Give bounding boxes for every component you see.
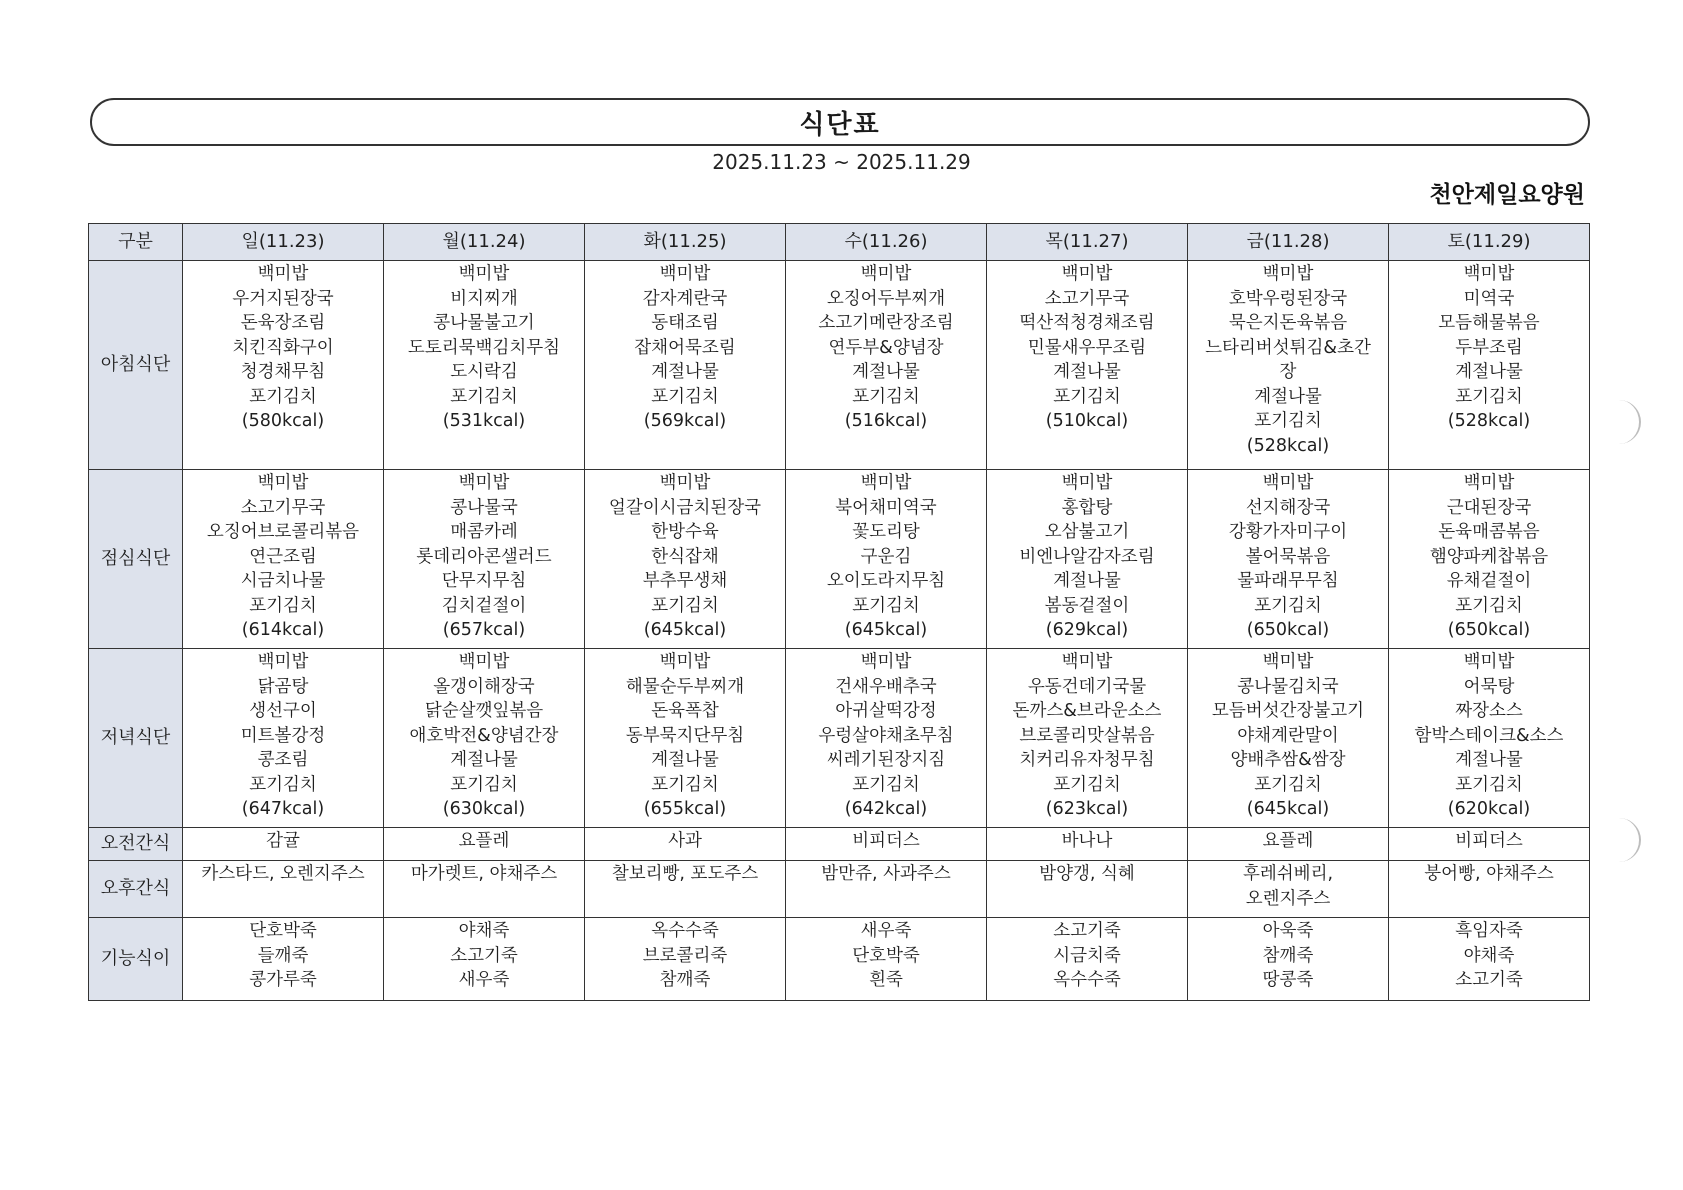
menu-cell-tue	[585, 470, 786, 649]
menu-item: 계절나물	[852, 362, 920, 382]
header-row	[89, 224, 1590, 261]
menu-item: 백미밥	[1061, 264, 1113, 284]
menu-item: 단호박죽	[249, 921, 317, 941]
menu-item: 요플레	[1262, 831, 1314, 851]
menu-item: 포기김치	[450, 774, 518, 795]
menu-item: 돈육장조림	[240, 313, 326, 333]
menu-cell-fri	[1188, 861, 1389, 918]
row-label: 오전간식	[89, 828, 183, 861]
menu-item: 백미밥	[860, 652, 912, 672]
menu-item: 후레쉬베리,	[1242, 864, 1334, 884]
row-label: 저녁식단	[89, 649, 183, 828]
menu-item: 묵은지돈육볶음	[1228, 313, 1348, 333]
menu-item: 오렌지주스	[1245, 888, 1331, 909]
menu-item: 콩나물김치국	[1237, 676, 1339, 697]
row-afternoon-snack	[89, 861, 1590, 918]
menu-item: (657kcal)	[442, 620, 526, 640]
menu-item: 단호박죽	[852, 945, 920, 966]
menu-item: (620kcal)	[1447, 799, 1531, 819]
menu-item: 볼어묵볶음	[1245, 546, 1331, 567]
row-label: 점심식단	[89, 470, 183, 649]
margin-scribble	[1613, 400, 1641, 444]
header-day-wed: 수(11.26)	[786, 224, 987, 261]
menu-item: 포기김치	[1455, 774, 1523, 795]
menu-item: 포기김치	[651, 386, 719, 407]
menu-table	[88, 223, 1590, 1001]
menu-item: 백미밥	[1463, 652, 1515, 672]
menu-cell-sat	[1389, 649, 1590, 828]
menu-item: 요플레	[458, 831, 510, 851]
menu-item: 마가렛트, 야채주스	[410, 864, 558, 884]
header-category: 구분	[89, 224, 183, 261]
menu-cell-fri	[1188, 649, 1389, 828]
menu-cell-sun	[183, 861, 384, 918]
menu-item: 참깨죽	[659, 970, 711, 990]
row-label: 기능식이	[89, 918, 183, 1001]
menu-item: 붕어빵, 야채주스	[1424, 864, 1554, 884]
menu-item: 포기김치	[450, 386, 518, 407]
menu-item: 포기김치	[1254, 411, 1322, 431]
menu-item: 올갱이해장국	[433, 676, 535, 697]
row-label: 아침식단	[89, 261, 183, 470]
menu-item: 느타리버섯튀김&초간	[1205, 337, 1371, 358]
menu-cell-sun	[183, 470, 384, 649]
menu-item: 돈까스&브라운소스	[1012, 701, 1162, 721]
menu-item: 건새우배추국	[835, 676, 937, 697]
menu-item: 소고기죽	[1053, 921, 1121, 941]
menu-item: 땅콩죽	[1262, 970, 1314, 990]
menu-cell-sat	[1389, 261, 1590, 470]
menu-item: 해물순두부찌개	[625, 676, 745, 697]
menu-item: 포기김치	[1254, 774, 1322, 795]
menu-item: 애호박전&양념간장	[409, 725, 559, 746]
menu-cell-mon	[384, 828, 585, 861]
menu-item: 청경채무침	[240, 362, 326, 382]
menu-item: 백미밥	[257, 473, 309, 493]
menu-item: 백미밥	[257, 652, 309, 672]
menu-item: 밤만쥬, 사과주스	[821, 864, 951, 884]
menu-cell-mon	[384, 861, 585, 918]
menu-item: 아욱죽	[1262, 921, 1314, 941]
menu-item: 동부묵지단무침	[625, 725, 745, 746]
menu-item: 소고기메란장조림	[818, 313, 954, 333]
menu-item: 감자계란국	[642, 288, 728, 309]
menu-cell-mon	[384, 261, 585, 470]
menu-item: 포기김치	[1053, 774, 1121, 795]
menu-item: (516kcal)	[844, 411, 928, 431]
row-functional-diet	[89, 918, 1590, 1001]
menu-item: 김치겉절이	[441, 595, 527, 616]
menu-item: 잡채어묵조림	[634, 337, 736, 358]
menu-item: 부추무생채	[642, 571, 728, 591]
menu-cell-fri	[1188, 828, 1389, 861]
menu-item: 소고기죽	[1455, 970, 1523, 990]
menu-cell-sat	[1389, 918, 1590, 1001]
menu-item: 바나나	[1061, 831, 1113, 851]
menu-item: 포기김치	[1053, 386, 1121, 407]
menu-item: 계절나물	[450, 750, 518, 770]
row-morning-snack	[89, 828, 1590, 861]
menu-item: 양배추쌈&쌈장	[1230, 750, 1346, 770]
menu-item: 콩나물불고기	[433, 313, 535, 333]
menu-item: 미역국	[1463, 288, 1515, 309]
page-title: 식단표	[90, 98, 1590, 146]
menu-cell-sat	[1389, 861, 1590, 918]
menu-item: (630kcal)	[442, 799, 526, 819]
menu-cell-mon	[384, 470, 585, 649]
menu-item: 떡산적청경채조림	[1019, 313, 1155, 333]
menu-item: 봄동겉절이	[1044, 595, 1130, 616]
menu-item: 참깨죽	[1262, 945, 1314, 966]
menu-item: 물파래무무침	[1237, 571, 1339, 591]
menu-item: 포기김치	[1455, 386, 1523, 407]
menu-item: (629kcal)	[1045, 620, 1129, 640]
menu-item: 계절나물	[1053, 571, 1121, 591]
menu-item: 백미밥	[659, 652, 711, 672]
menu-item: 비엔나알감자조림	[1019, 546, 1155, 567]
menu-item: (531kcal)	[442, 411, 526, 431]
menu-item: 햄양파케찹볶음	[1429, 546, 1549, 567]
menu-item: (510kcal)	[1045, 411, 1129, 431]
menu-item: 야채죽	[1463, 945, 1515, 966]
menu-item: 브로콜리죽	[642, 945, 728, 966]
menu-item: 옥수수죽	[651, 921, 719, 941]
menu-cell-wed	[786, 861, 987, 918]
menu-cell-tue	[585, 918, 786, 1001]
menu-item: 백미밥	[1262, 473, 1314, 493]
menu-item: 콩조림	[257, 750, 309, 770]
menu-cell-tue	[585, 861, 786, 918]
institution-name: 천안제일요양원	[1429, 182, 1585, 208]
menu-item: 유채겉절이	[1446, 571, 1532, 591]
menu-item: 카스타드, 오렌지주스	[201, 864, 365, 884]
menu-cell-mon	[384, 649, 585, 828]
header-day-mon: 월(11.24)	[384, 224, 585, 261]
menu-item: (655kcal)	[643, 799, 727, 819]
menu-item: 백미밥	[458, 652, 510, 672]
menu-item: 얼갈이시금치된장국	[608, 497, 762, 518]
menu-item: 백미밥	[1262, 264, 1314, 284]
menu-item: 백미밥	[1463, 473, 1515, 493]
menu-item: 도토리묵백김치무침	[407, 337, 561, 358]
menu-item: 계절나물	[651, 750, 719, 770]
menu-item: 비지찌개	[450, 288, 518, 309]
menu-item: 모듬해물볶음	[1438, 313, 1540, 333]
menu-item: (650kcal)	[1447, 620, 1531, 640]
menu-cell-fri	[1188, 470, 1389, 649]
menu-item: 돈육매콤볶음	[1438, 522, 1540, 542]
menu-item: 단무지무침	[441, 571, 527, 591]
menu-item: 포기김치	[651, 774, 719, 795]
menu-cell-thu	[987, 828, 1188, 861]
header-day-sun: 일(11.23)	[183, 224, 384, 261]
menu-item: 백미밥	[458, 264, 510, 284]
menu-item: 꽃도리탕	[852, 522, 920, 542]
menu-item: 포기김치	[249, 386, 317, 407]
row-dinner	[89, 649, 1590, 828]
menu-item: 한방수육	[651, 522, 719, 542]
menu-item: 감귤	[266, 831, 300, 851]
menu-cell-fri	[1188, 261, 1389, 470]
menu-item: 우동건데기국물	[1027, 676, 1147, 697]
menu-item: 옥수수죽	[1053, 970, 1121, 990]
menu-item: 새우죽	[860, 921, 912, 941]
menu-item: 소고기무국	[1044, 288, 1130, 309]
menu-item: 콩나물국	[450, 497, 518, 518]
menu-item: 오징어두부찌개	[826, 288, 946, 309]
menu-item: 포기김치	[651, 595, 719, 616]
menu-item: 비피더스	[1455, 831, 1523, 851]
menu-item: 계절나물	[651, 362, 719, 382]
menu-item: 씨레기된장지짐	[826, 750, 946, 770]
menu-cell-sun	[183, 918, 384, 1001]
menu-cell-sun	[183, 828, 384, 861]
menu-item: 홍합탕	[1061, 497, 1113, 518]
menu-item: 포기김치	[852, 595, 920, 616]
menu-item: 콩가루죽	[249, 970, 317, 990]
menu-cell-wed	[786, 649, 987, 828]
menu-cell-mon	[384, 918, 585, 1001]
row-breakfast	[89, 261, 1590, 470]
menu-cell-wed	[786, 918, 987, 1001]
menu-item: 오징어브로콜리볶음	[206, 522, 360, 542]
menu-item: 아귀살떡강정	[835, 701, 937, 721]
menu-item: 계절나물	[1254, 386, 1322, 407]
menu-cell-tue	[585, 649, 786, 828]
menu-cell-wed	[786, 828, 987, 861]
menu-item: (645kcal)	[844, 620, 928, 640]
menu-item: 백미밥	[659, 264, 711, 284]
menu-item: 포기김치	[1455, 595, 1523, 616]
menu-item: 장	[1279, 362, 1297, 382]
menu-item: 백미밥	[257, 264, 309, 284]
menu-item: 강황가자미구이	[1228, 522, 1348, 542]
menu-item: 치킨직화구이	[232, 337, 334, 358]
menu-item: 소고기무국	[240, 497, 326, 518]
menu-item: 포기김치	[249, 774, 317, 795]
menu-item: 시금치나물	[240, 571, 326, 591]
menu-item: 계절나물	[1455, 362, 1523, 382]
margin-scribble	[1613, 818, 1641, 862]
header-day-tue: 화(11.25)	[585, 224, 786, 261]
menu-item: 생선구이	[249, 701, 317, 721]
menu-item: (650kcal)	[1246, 620, 1330, 640]
menu-item: 백미밥	[458, 473, 510, 493]
menu-item: 오삼불고기	[1044, 522, 1130, 542]
menu-item: 연두부&양념장	[828, 337, 944, 358]
menu-item: 포기김치	[852, 386, 920, 407]
menu-item: 새우죽	[458, 970, 510, 990]
menu-item: 미트볼강정	[240, 725, 326, 746]
menu-item: 백미밥	[1463, 264, 1515, 284]
menu-item: 도시락김	[450, 362, 518, 382]
menu-item: 호박우렁된장국	[1228, 288, 1348, 309]
menu-item: 백미밥	[1061, 473, 1113, 493]
menu-item: 모듬버섯간장불고기	[1211, 701, 1365, 721]
menu-item: 들깨죽	[257, 945, 309, 966]
menu-item: 돈육폭찹	[651, 701, 719, 721]
menu-item: 오이도라지무침	[826, 571, 946, 591]
menu-item: 우렁살야채초무침	[818, 725, 954, 746]
menu-item: 백미밥	[1061, 652, 1113, 672]
menu-item: 짜장소스	[1455, 701, 1523, 721]
menu-item: 시금치죽	[1053, 945, 1121, 966]
menu-cell-thu	[987, 470, 1188, 649]
menu-item: 매콤카레	[450, 522, 518, 542]
menu-item: 밤양갱, 식혜	[1039, 864, 1135, 884]
menu-cell-thu	[987, 861, 1188, 918]
menu-item: 구운김	[860, 546, 912, 567]
menu-item: 찰보리빵, 포도주스	[611, 864, 759, 884]
menu-cell-sat	[1389, 828, 1590, 861]
menu-item: 비피더스	[852, 831, 920, 851]
menu-item: (647kcal)	[241, 799, 325, 819]
menu-item: 계절나물	[1455, 750, 1523, 770]
menu-cell-wed	[786, 261, 987, 470]
menu-item: 포기김치	[249, 595, 317, 616]
menu-item: (569kcal)	[643, 411, 727, 431]
header-day-thu: 목(11.27)	[987, 224, 1188, 261]
menu-item: 흑임자죽	[1455, 921, 1523, 941]
menu-item: 닭순살깻잎볶음	[424, 701, 544, 721]
menu-item: 야채계란말이	[1237, 725, 1339, 746]
menu-item: 사과	[668, 831, 702, 851]
menu-item: 북어채미역국	[835, 497, 937, 518]
menu-item: 선지해장국	[1245, 497, 1331, 518]
menu-item: 동태조림	[651, 313, 719, 333]
menu-item: 포기김치	[852, 774, 920, 795]
menu-item: 우거지된장국	[232, 288, 334, 309]
menu-item: (580kcal)	[241, 411, 325, 431]
menu-item: 흰죽	[869, 970, 903, 990]
menu-cell-sun	[183, 261, 384, 470]
menu-item: 어묵탕	[1463, 676, 1515, 697]
menu-item: (528kcal)	[1246, 435, 1330, 456]
menu-cell-sat	[1389, 470, 1590, 649]
menu-item: 근대된장국	[1446, 497, 1532, 518]
menu-cell-fri	[1188, 918, 1389, 1001]
menu-item: 백미밥	[860, 264, 912, 284]
menu-item: 치커리유자청무침	[1019, 750, 1155, 770]
menu-item: (528kcal)	[1447, 411, 1531, 431]
menu-item: 백미밥	[1262, 652, 1314, 672]
menu-item: (623kcal)	[1045, 799, 1129, 819]
menu-item: 두부조림	[1455, 337, 1523, 358]
menu-item: 백미밥	[860, 473, 912, 493]
menu-item: 닭곰탕	[257, 676, 309, 697]
menu-item: 브로콜리맛살볶음	[1019, 725, 1155, 746]
menu-item: 한식잡채	[651, 546, 719, 567]
menu-item: 민물새우무조림	[1027, 337, 1147, 358]
row-lunch	[89, 470, 1590, 649]
menu-cell-thu	[987, 261, 1188, 470]
menu-item: 롯데리아콘샐러드	[416, 546, 552, 567]
menu-item: 소고기죽	[450, 945, 518, 966]
menu-item: (614kcal)	[241, 620, 325, 640]
menu-cell-sun	[183, 649, 384, 828]
menu-item: 백미밥	[659, 473, 711, 493]
menu-item: (645kcal)	[643, 620, 727, 640]
menu-cell-tue	[585, 828, 786, 861]
menu-item: (642kcal)	[844, 799, 928, 819]
menu-item: 연근조림	[249, 546, 317, 567]
header-day-fri: 금(11.28)	[1188, 224, 1389, 261]
menu-item: (645kcal)	[1246, 799, 1330, 819]
menu-cell-tue	[585, 261, 786, 470]
menu-cell-thu	[987, 649, 1188, 828]
row-label: 오후간식	[89, 861, 183, 918]
menu-cell-thu	[987, 918, 1188, 1001]
menu-cell-wed	[786, 470, 987, 649]
date-range: 2025.11.23 ~ 2025.11.29	[712, 150, 971, 174]
menu-item: 야채죽	[458, 921, 510, 941]
menu-item: 함박스테이크&소스	[1414, 725, 1564, 746]
menu-item: 계절나물	[1053, 362, 1121, 382]
header-day-sat: 토(11.29)	[1389, 224, 1590, 261]
menu-item: 포기김치	[1254, 595, 1322, 616]
